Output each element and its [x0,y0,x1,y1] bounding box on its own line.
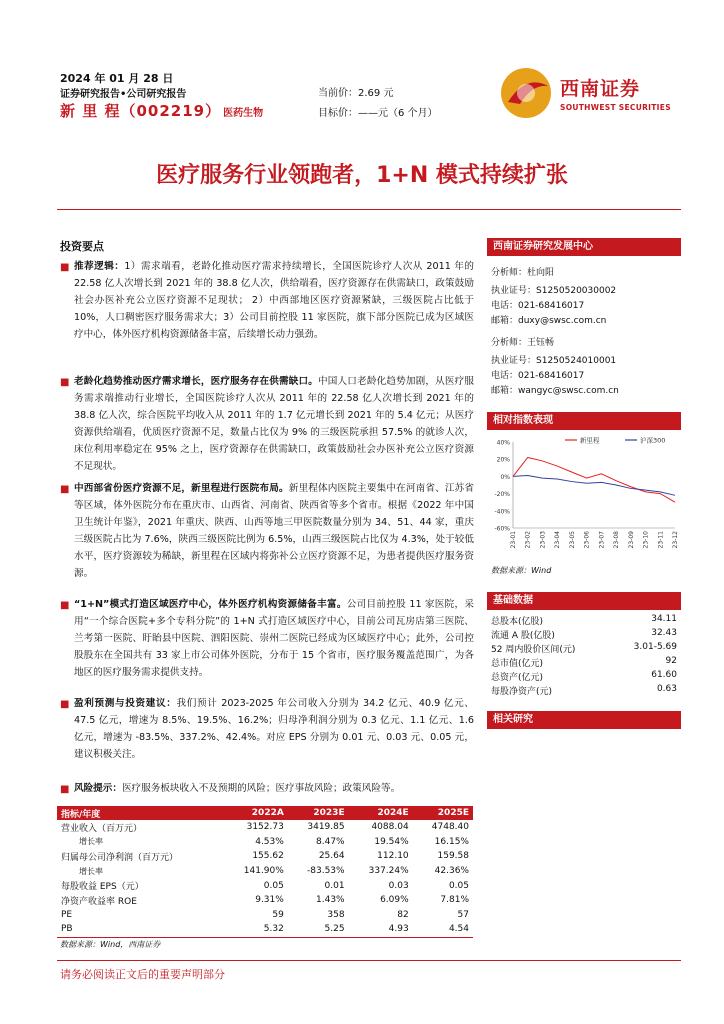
x-tick-label: 23-10 [642,531,650,549]
key-point-3: 中西部省份医疗资源不足，新里程进行医院布局。新里程体内医院主要集中在河南省、江苏省等区域，体外医院分布在重庆市、山西省、河南省、陕西省等多个省市。根据《2022 年中国卫生统计年鉴》，2021 年重庆、陕西、山西等地三甲医院数量分别为 34、51、44 家，重庆三级医院占比为 7.6%，陕西三级医院比例为 6.5%，山西三级医院占比仅为 4.3%，处于较低水平，医疗资源较为稀缺，新里程在区域内将弥补公立医疗资源不足，为患者提供医疗服务资源。 [74,483,475,579]
basic-data-row: 52 周内股价区间(元) 3.01-5.69 [491,642,677,655]
table-cell: 3152.73 [246,822,284,833]
key-point-6: 风险提示：医疗服务板块收入不及预期的风险；医疗事故风险；政策风险等。 [74,783,401,794]
table-cell-label: 归属母公司净利润（百万元） [61,852,179,863]
table-row [57,878,473,893]
table-cell: 6.09% [380,895,409,906]
table-cell: 4.93 [349,922,413,937]
related-research-heading: 相关研究 [487,711,681,729]
table-cell-label: 净资产收益率 ROE [61,896,137,907]
table-cell-label: PB [57,922,224,937]
table-cell: 8.47% [316,836,345,847]
key-points-heading: 投资要点 [60,240,104,253]
table-cell-label: 营业收入（百万元） [61,823,143,834]
y-tick-label: -20% [494,491,510,499]
y-tick-label: 0% [500,473,510,481]
bullet-icon: ■ [60,484,70,495]
bullet-icon: ■ [60,784,70,795]
table-source: 数据来源：Wind，西南证券 [60,940,161,949]
financial-forecast-table [57,806,473,938]
y-tick-label: -60% [494,525,510,533]
basic-data-row: 总资产(亿元) 61.60 [491,670,677,683]
table-cell-label: 增长率 [79,837,103,847]
series-line-1 [513,457,675,502]
table-cell: 4088.04 [371,822,409,833]
y-tick-label: 20% [496,456,510,464]
x-tick-label: 23-05 [568,531,576,549]
analyst-1-cert: 执业证号：S1250520030002 [491,286,617,296]
basic-data-row: 流通 A 股(亿股) 32.43 [491,628,677,641]
key-point-4: “1+N”模式打造区域医疗中心，体外医疗机构资源储备丰富。公司目前控股 11 家医院，采用“一个综合医院+多个专科分院”的 1+N 式打造区域医疗中心，目前公司瓦房店第三医院、兰考第一医院、盱眙县中医院、泗阳医院、崇州二医院已经成为区域医疗中心；此外，公司控股股东在全国共有 33 家上市公司体外医院，分布于 15 个省市，医疗服务覆盖范围广，为各地区的医疗服务需求提供支持。 [74,599,474,678]
table-row [57,908,473,923]
table-header: 2024E [349,806,413,820]
table-cell: 5.32 [224,922,288,937]
relative-index-chart [487,432,681,560]
table-cell: 0.03 [388,880,409,891]
table-header: 2025E [413,806,473,820]
analyst-1-email[interactable]: 邮箱：duxy@swsc.com.cn [491,316,607,326]
bullet-icon: ■ [60,699,70,710]
table-cell-label: PE [61,909,73,920]
table-cell: 3419.85 [307,822,345,833]
basic-data-row: 每股净资产(元) 0.63 [491,684,677,697]
report-type: 证券研究报告•公司研究报告 [60,89,187,100]
table-cell-label: 增长率 [79,866,103,876]
legend-label: 新里程 [580,436,600,445]
footer-divider [57,960,681,961]
table-cell: 337.24% [368,866,409,877]
table-cell: 358 [327,909,345,920]
x-tick-label: 23-07 [598,531,606,549]
table-header: 2023E [288,806,349,820]
table-cell: -83.53% [307,866,345,877]
team-heading: 西南证券研究发展中心 [487,238,681,256]
analyst-2-cert: 执业证号：S1250524010001 [491,356,617,366]
basic-data-row: 总股本(亿股) 34.11 [491,614,677,627]
index-heading: 相对指数表现 [487,412,681,430]
logo-icon [498,64,554,122]
basic-data-row: 总市值(亿元) 92 [491,656,677,669]
x-tick-label: 23-08 [613,531,621,549]
table-cell: 1.43% [316,895,345,906]
x-tick-label: 23-09 [627,531,635,549]
table-cell-label: 每股收益 EPS（元） [61,882,144,893]
table-row [57,893,473,908]
x-tick-label: 23-12 [672,531,679,549]
table-cell: 155.62 [252,851,284,862]
page-title: 医疗服务行业领跑者，1+N 模式持续扩张 [156,163,568,188]
table-header: 2022A [224,806,288,820]
table-header-row [57,806,473,820]
logo-subtitle: SOUTHWEST SECURITIES [560,103,671,112]
key-point-5: 盈利预测与投资建议：我们预计 2023-2025 年公司收入分别为 34.2 亿元、40.9 亿元、47.5 亿元，增速为 8.5%、19.5%、16.2%；归母净利润分别为 0.3 亿元、1.1 亿元、1.6 亿元，增速为 -83.5%、337.2%、42.4%。对应 EPS 分别为 0.01 元、0.03 元、0.05 元，建议积极关注。 [74,698,475,760]
table-cell: 159.58 [437,851,469,862]
key-point-1: 推荐逻辑：1）需求端看，老龄化推动医疗需求持续增长，全国医院诊疗人次从 2011 年的 22.58 亿人次增长到 2021 年的 38.8 亿人次，供给端看，医疗资源存在供需缺口，政策鼓励社会办医补充公立医疗资源不足现状； 2）中西部地区医疗资源紧缺，三级医院占比低于 10%，人口稠密医疗服务需求大；3）公司目前控股 11 家医院，旗下部分医院已成为区域医疗中心，体外医疗机构资源储备丰富，后续增长动力强劲。 [74,261,474,340]
table-cell: 82 [397,909,409,920]
x-tick-label: 23-04 [554,531,562,549]
table-cell: 16.15% [434,836,469,847]
table-cell: 19.54% [374,836,409,847]
chart-source: 数据来源：Wind [491,566,552,575]
x-tick-label: 23-01 [510,531,517,549]
table-cell: 42.36% [434,866,469,877]
basic-data-heading: 基础数据 [487,592,681,610]
analyst-2-email[interactable]: 邮箱：wangyc@swsc.com.cn [491,386,619,396]
table-row [57,922,473,937]
title-divider [57,209,681,210]
y-tick-label: -40% [494,508,510,516]
company-name [60,100,263,121]
table-cell: 4.53% [255,836,284,847]
report-date: 2024 年 01 月 28 日 [60,72,174,85]
table-header: 指标/年度 [57,806,224,820]
table-row [57,820,473,835]
analyst-2-phone: 电话：021-68416017 [491,371,585,381]
table-cell: 0.05 [448,880,469,891]
bullet-icon: ■ [60,262,70,273]
target-price: 目标价：——元（6 个月） [318,108,438,119]
x-tick-label: 23-11 [657,531,665,549]
table-cell: 0.05 [263,880,284,891]
table-cell: 112.10 [377,851,409,862]
table-cell: 7.81% [440,895,469,906]
table-cell: 25.64 [318,851,345,862]
logo-name: 西南证券 [560,78,641,100]
footer-disclaimer: 请务必阅读正文后的重要声明部分 [60,968,225,981]
bullet-icon: ■ [60,600,70,611]
table-cell: 59 [272,909,284,920]
x-tick-label: 23-03 [539,531,547,549]
current-price: 当前价：2.69 元 [318,88,394,99]
table-cell: 141.90% [243,866,284,877]
analyst-1-phone: 电话：021-68416017 [491,301,585,311]
analyst-1-name: 分析师：杜向阳 [491,268,555,278]
table-cell: 0.01 [324,880,345,891]
x-tick-label: 23-06 [583,531,591,549]
industry-label: 医药生物 [223,108,264,119]
analyst-2-name: 分析师：王钰畅 [491,338,555,348]
key-point-2: 老龄化趋势推动医疗需求增长，医疗服务存在供需缺口。中国人口老龄化趋势加剧，从医疗服务需求端推动行业增长，全国医院诊疗人次从 2011 年的 22.58 亿人次增长到 2021 年的 38.8 亿人次，综合医院平均收入从 2011 年的 1.7 亿元增长到 2021 年的 5.4 亿元；从医疗资源供给端看，优质医疗资源不足，数量占比仅为 9% 的三级医院承担 57.5% 的就诊人次，床位利用率稳定在 95% 之上，医疗资源存在供需缺口，政策鼓励社会办医补充公立医疗资源不足现状。 [74,376,475,472]
legend-label: 沪深300 [640,436,666,445]
table-row [57,835,473,850]
company-code: 新 里 程（002219） [60,102,222,120]
table-cell: 5.25 [288,922,349,937]
bullet-icon: ■ [60,377,70,388]
table-cell: 9.31% [255,895,284,906]
table-row [57,864,473,879]
table-cell: 4.54 [413,922,473,937]
x-tick-label: 23-02 [524,531,532,549]
table-cell: 4748.40 [431,822,469,833]
table-cell: 57 [457,909,469,920]
y-tick-label: 40% [496,439,510,447]
table-row [57,849,473,864]
